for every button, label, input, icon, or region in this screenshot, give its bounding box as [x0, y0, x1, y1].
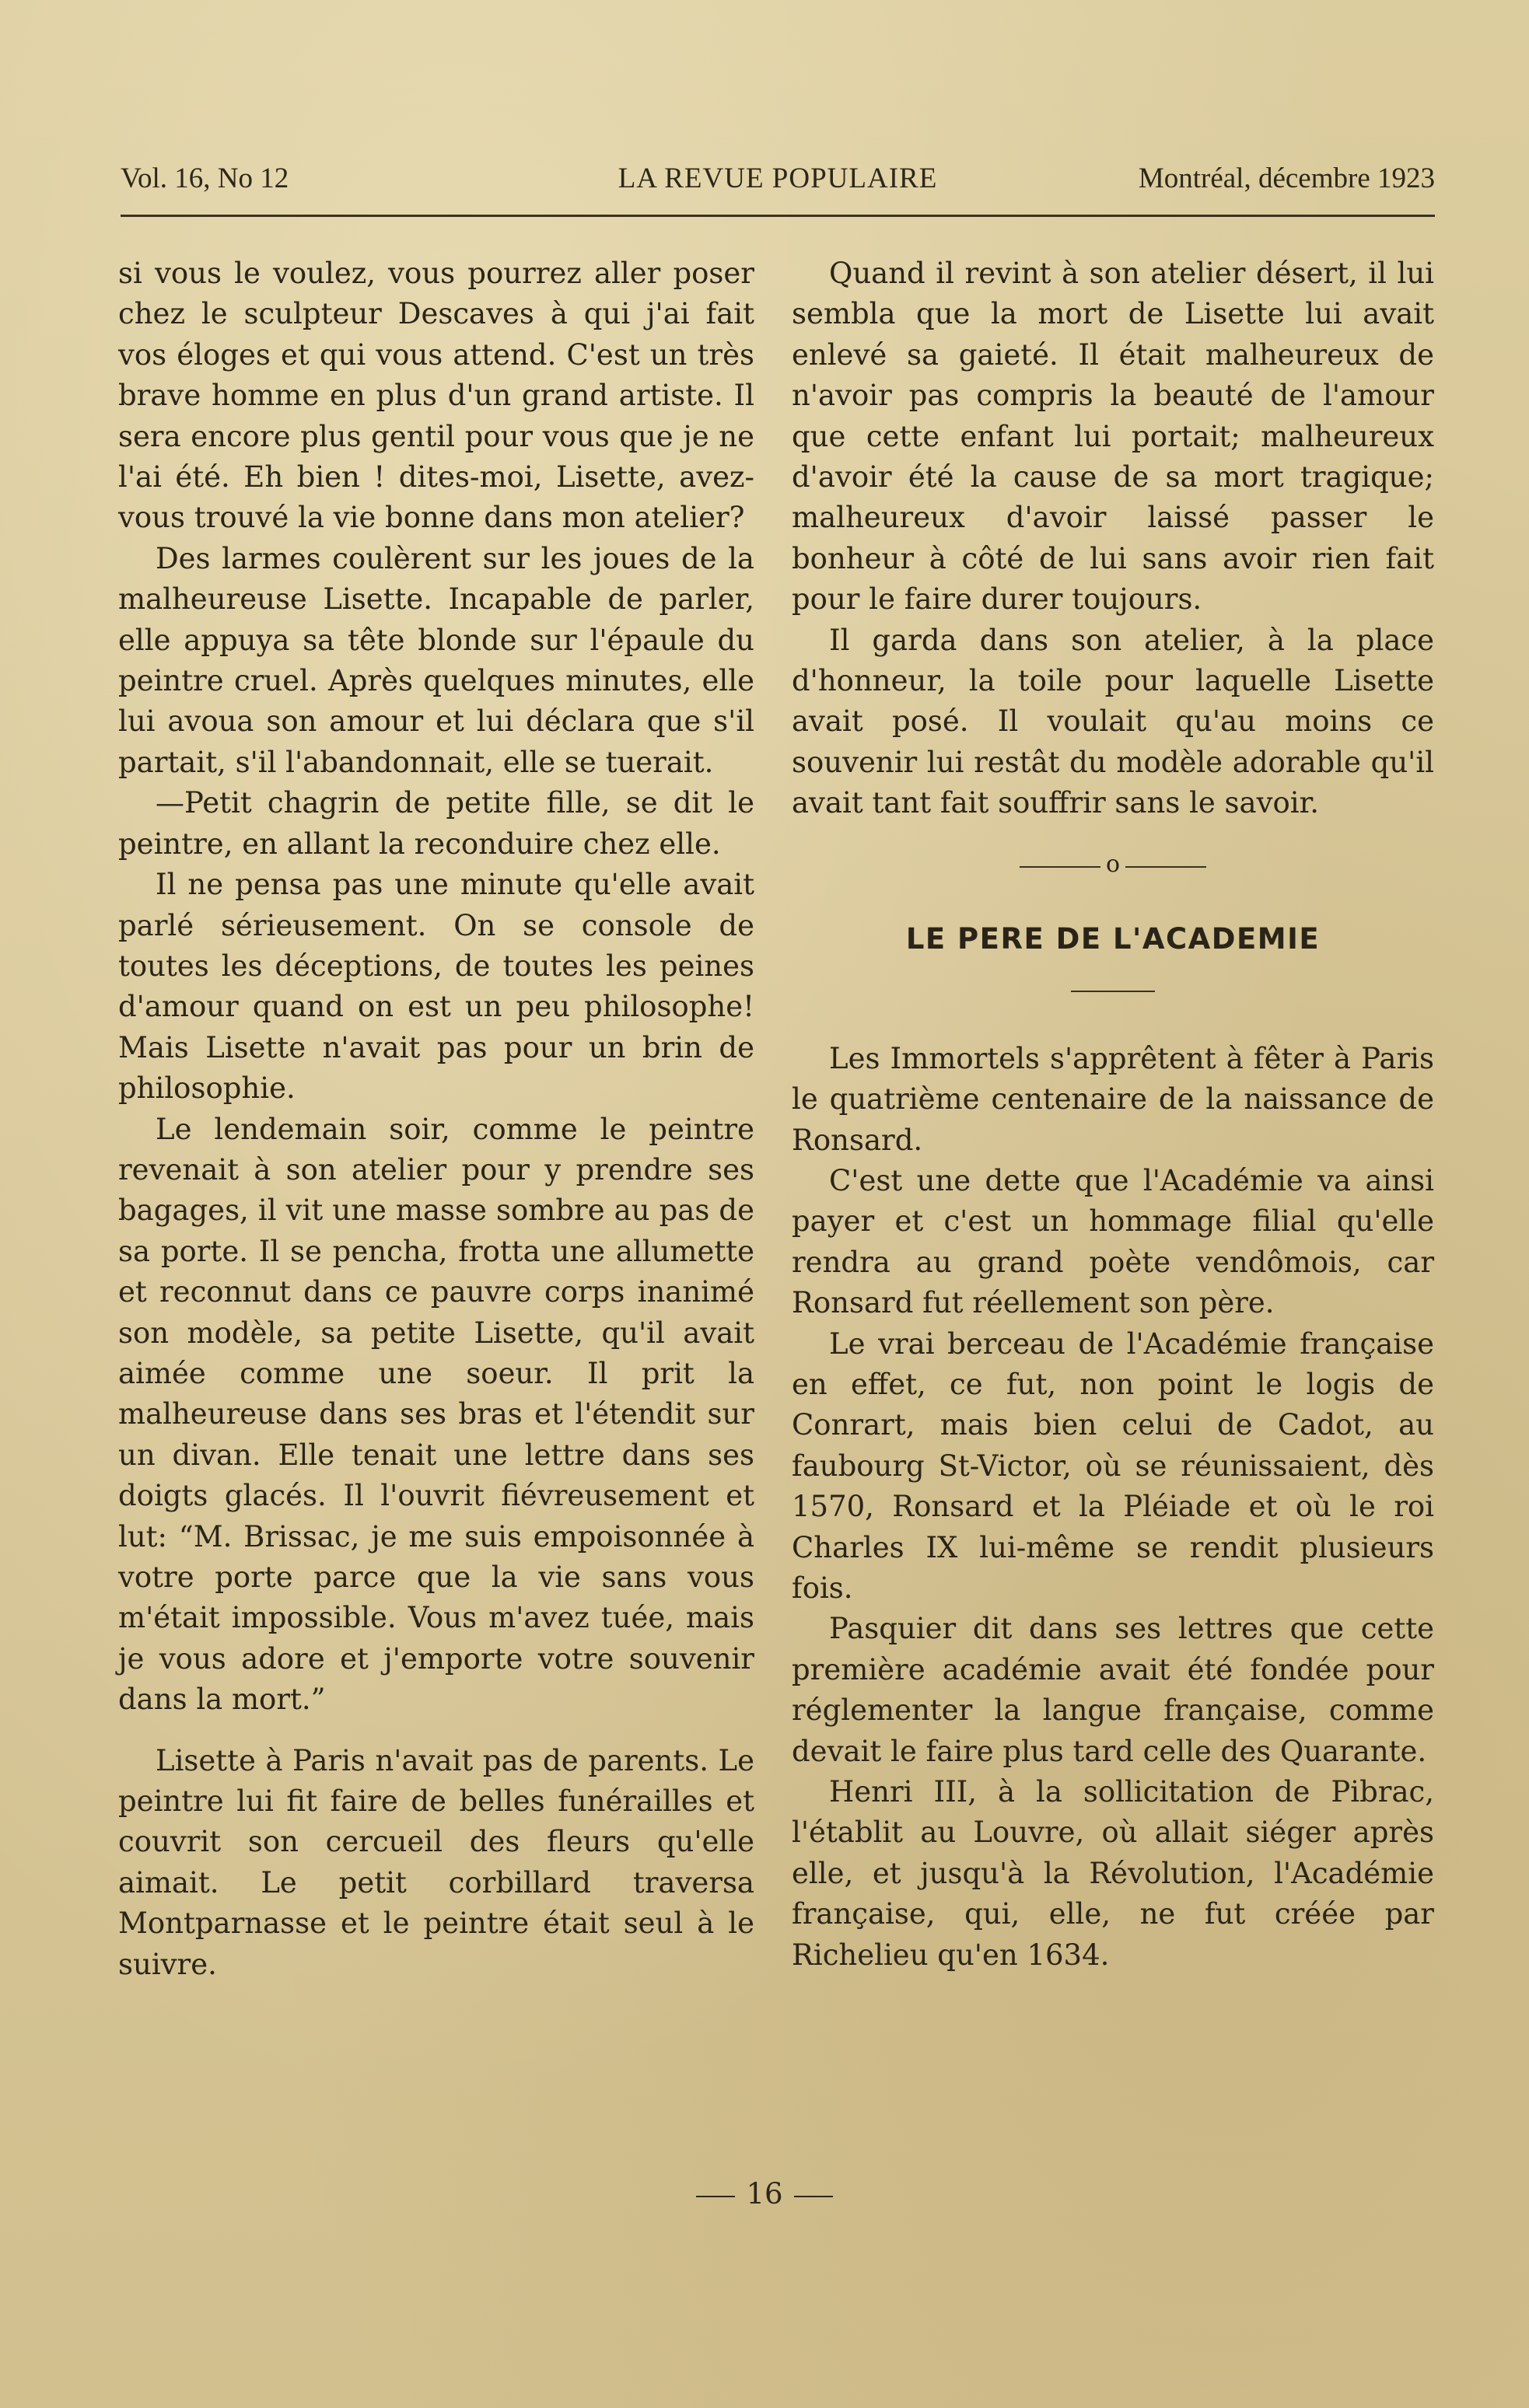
divider-line-right: [1125, 866, 1206, 868]
header-rule: [121, 215, 1435, 217]
paragraph: Pasquier dit dans ses lettres que cette première académie avait été fondée pour réglementer la langue française, comme devait le faire plus tard celle des Quarante.: [792, 1612, 1434, 1768]
title-rule: [1071, 991, 1155, 992]
paragraph: si vous le voulez, vous pourrez aller poser chez le sculpteur Descaves à qui j'ai fait vos éloges et qui vous attend. C'est un très brave homme en plus d'un grand artiste. Il sera encore plus gentil pour vous que je ne l'ai été. Eh bien ! dites-moi, Lisette, avez-vous trouvé la vie bonne dans mon atelier?: [118, 257, 754, 535]
page-number-dash-right: [794, 2196, 833, 2197]
page-number-value: 16: [746, 2177, 783, 2211]
paragraph: Il ne pensa pas une minute qu'elle avait parlé sérieusement. On se console de toutes les déceptions, de toutes les peines d'amour quand on est un peu philosophe! Mais Lisette n'avait pas pour un brin de philosophie.: [118, 868, 754, 1106]
paragraph: Quand il revint à son atelier désert, il lui sembla que la mort de Lisette lui avait enlevé sa gaieté. Il était malheureux de n'avoir pas compris la beauté de l'amour que cette enfant lui portait; malheureux d'avoir été la cause de sa mort tragique; malheureux d'avoir laissé passer le bonheur à côté de lui sans avoir rien fait pour le faire durer toujours.: [792, 257, 1434, 617]
left-column: [118, 253, 754, 1985]
paragraph: C'est une dette que l'Académie va ainsi payer et c'est un hommage filial qu'elle rendra au grand poète vendômois, car Ronsard fut réellement son père.: [792, 1163, 1434, 1320]
paragraph: Il garda dans son atelier, à la place d'honneur, la toile pour laquelle Lisette avait posé. Il voulait qu'au moins ce souvenir lui restât du modèle adorable qu'il avait tant fait souffrir sans le savoir.: [792, 623, 1434, 820]
paragraph: Des larmes coulèrent sur les joues de la malheureuse Lisette. Incapable de parler, elle appuya sa tête blonde sur l'épaule du peintre cruel. Après quelques minutes, elle lui avoua son amour et lui déclara que s'il partait, s'il l'abandonnait, elle se tuerait.: [118, 541, 754, 779]
page-number: [0, 2177, 1529, 2211]
paragraph: —Petit chagrin de petite fille, se dit le peintre, en allant la reconduire chez elle.: [118, 786, 754, 861]
running-header: [121, 162, 1435, 208]
page-number-dash-left: [696, 2196, 735, 2197]
publication-title: LA REVUE POPULAIRE: [618, 163, 938, 194]
paragraph: Les Immortels s'apprêtent à fêter à Paris le quatrième centenaire de la naissance de Ronsard.: [792, 1041, 1434, 1157]
section-divider: [1020, 850, 1206, 878]
paragraph: Lisette à Paris n'avait pas de parents. Le peintre lui fit faire de belles funérailles et couvrit son cercueil des fleurs qu'elle aimait. Le petit corbillard traversa Montparnasse et le peintre était seul à le suivre.: [118, 1743, 754, 1981]
paragraph: Le lendemain soir, comme le peintre revenait à son atelier pour y prendre ses bagages, il vit une masse sombre au pas de sa porte. Il se pencha, frotta une allumette et reconnut dans ce pauvre corps inanimé son modèle, sa petite Lisette, qu'il avait aimée comme une soeur. Il prit la malheureuse dans ses bras et l'étendit sur un divan. Elle tenait une lettre dans ses doigts glacés. Il l'ouvrit fiévreusement et lut: “M. Brissac, je me suis empoisonnée à votre porte parce que la vie sans vous m'était impossible. Vous m'avez tuée, mais je vous adore et j'emporte votre souvenir dans la mort.”: [118, 1112, 754, 1717]
divider-mark: o: [1105, 850, 1121, 878]
place-and-date: Montréal, décembre 1923: [1138, 163, 1435, 194]
section-title: LE PERE DE L'ACADEMIE: [905, 921, 1321, 956]
paragraph: Henri III, à la sollicitation de Pibrac, l'établit au Louvre, où allait siéger après elle, et jusqu'à la Révolution, l'Académie française, qui, elle, ne fut créée par Richelieu qu'en 1634.: [792, 1775, 1434, 1972]
right-column: [792, 253, 1434, 1976]
volume-number: Vol. 16, No 12: [121, 163, 289, 194]
paragraph: Le vrai berceau de l'Académie française en effet, ce fut, non point le logis de Conrart, mais bien celui de Cadot, au faubourg St-Victor, où se réunissaient, dès 1570, Ronsard et la Pléiade et où le roi Charles IX lui-même se rendit plusieurs fois.: [792, 1326, 1434, 1605]
